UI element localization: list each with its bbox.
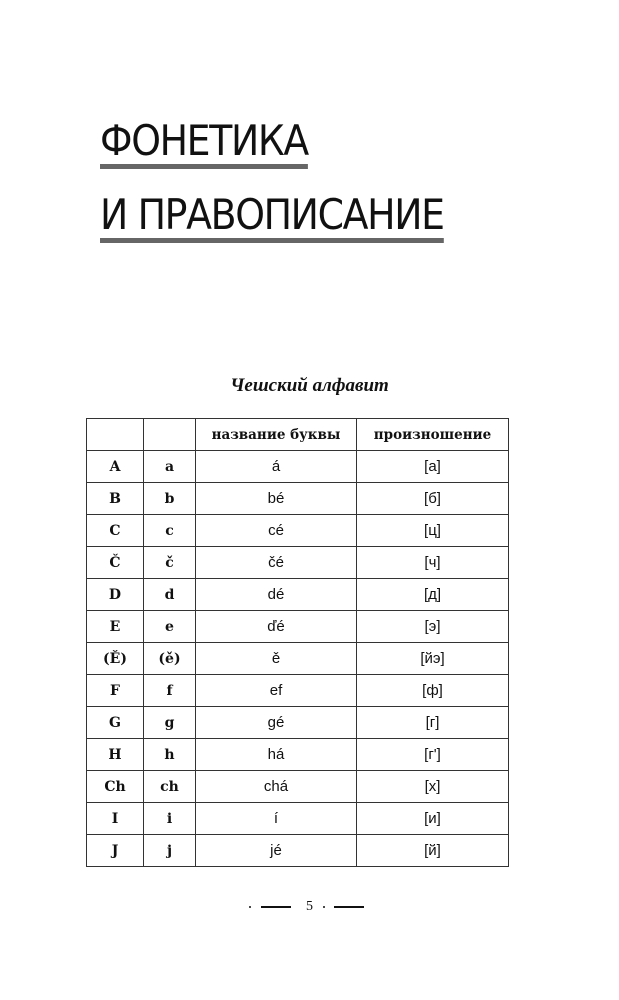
uppercase-letter-cell: H: [87, 739, 144, 771]
letter-name-cell: ďé: [196, 611, 357, 643]
table-header-row: [87, 419, 509, 451]
uppercase-letter-cell: A: [87, 451, 144, 483]
pronunciation-cell: [э]: [357, 611, 509, 643]
column-header-pronunciation: произношение: [357, 419, 509, 451]
alphabet-table: [86, 418, 509, 867]
lowercase-letter-cell: (ě): [144, 643, 196, 675]
lowercase-letter-cell: a: [144, 451, 196, 483]
table-row: [87, 739, 509, 771]
pronunciation-cell: [ц]: [357, 515, 509, 547]
lowercase-letter-cell: i: [144, 803, 196, 835]
uppercase-letter-cell: Č: [87, 547, 144, 579]
lowercase-letter-cell: ch: [144, 771, 196, 803]
table-row: [87, 483, 509, 515]
uppercase-letter-cell: B: [87, 483, 144, 515]
pronunciation-cell: [а]: [357, 451, 509, 483]
letter-name-cell: gé: [196, 707, 357, 739]
table-row: [87, 803, 509, 835]
column-header-lower: [144, 419, 196, 451]
table-row: [87, 643, 509, 675]
page-footer: [0, 897, 619, 917]
lowercase-letter-cell: č: [144, 547, 196, 579]
table-row: [87, 515, 509, 547]
uppercase-letter-cell: Ch: [87, 771, 144, 803]
table-row: [87, 579, 509, 611]
lowercase-letter-cell: f: [144, 675, 196, 707]
footer-ornament-dot-right: [323, 906, 325, 908]
table-row: [87, 707, 509, 739]
lowercase-letter-cell: h: [144, 739, 196, 771]
lowercase-letter-cell: j: [144, 835, 196, 867]
uppercase-letter-cell: D: [87, 579, 144, 611]
footer-rule-right: [334, 906, 364, 908]
letter-name-cell: á: [196, 451, 357, 483]
uppercase-letter-cell: (Ě): [87, 643, 144, 675]
letter-name-cell: jé: [196, 835, 357, 867]
lowercase-letter-cell: e: [144, 611, 196, 643]
table-row: [87, 451, 509, 483]
chapter-title-line-1: ФОНЕТИКА: [100, 112, 308, 169]
page-number: 5: [306, 899, 313, 914]
footer-ornament-dot-left: [249, 906, 251, 908]
chapter-title-line-2: И ПРАВОПИСАНИЕ: [100, 186, 444, 243]
table-row: [87, 771, 509, 803]
letter-name-cell: í: [196, 803, 357, 835]
table-row: [87, 547, 509, 579]
pronunciation-cell: [х]: [357, 771, 509, 803]
letter-name-cell: chá: [196, 771, 357, 803]
letter-name-cell: cé: [196, 515, 357, 547]
uppercase-letter-cell: I: [87, 803, 144, 835]
uppercase-letter-cell: J: [87, 835, 144, 867]
pronunciation-cell: [й]: [357, 835, 509, 867]
letter-name-cell: čé: [196, 547, 357, 579]
uppercase-letter-cell: G: [87, 707, 144, 739]
column-header-upper: [87, 419, 144, 451]
uppercase-letter-cell: C: [87, 515, 144, 547]
letter-name-cell: bé: [196, 483, 357, 515]
letter-name-cell: ě: [196, 643, 357, 675]
pronunciation-cell: [г']: [357, 739, 509, 771]
column-header-letter-name: название буквы: [196, 419, 357, 451]
lowercase-letter-cell: d: [144, 579, 196, 611]
letter-name-cell: dé: [196, 579, 357, 611]
pronunciation-cell: [б]: [357, 483, 509, 515]
pronunciation-cell: [д]: [357, 579, 509, 611]
pronunciation-cell: [г]: [357, 707, 509, 739]
uppercase-letter-cell: E: [87, 611, 144, 643]
pronunciation-cell: [йэ]: [357, 643, 509, 675]
pronunciation-cell: [ч]: [357, 547, 509, 579]
letter-name-cell: há: [196, 739, 357, 771]
table-row: [87, 675, 509, 707]
lowercase-letter-cell: b: [144, 483, 196, 515]
footer-rule-left: [261, 906, 291, 908]
uppercase-letter-cell: F: [87, 675, 144, 707]
lowercase-letter-cell: g: [144, 707, 196, 739]
table-row: [87, 611, 509, 643]
lowercase-letter-cell: c: [144, 515, 196, 547]
pronunciation-cell: [ф]: [357, 675, 509, 707]
table-row: [87, 835, 509, 867]
letter-name-cell: ef: [196, 675, 357, 707]
pronunciation-cell: [и]: [357, 803, 509, 835]
table-heading: Чешский алфавит: [230, 375, 389, 396]
